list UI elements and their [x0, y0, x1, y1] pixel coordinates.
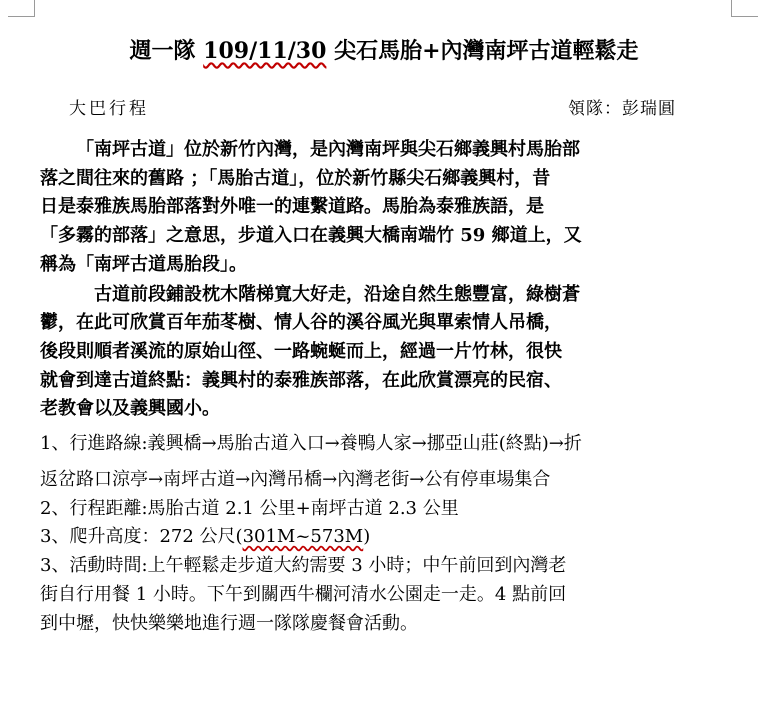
climb-item: [40, 523, 730, 552]
distance-item: 2、行程距離:馬胎古道 2.1 公里+南坪古道 2.3 公里: [40, 497, 459, 519]
climb-suffix: ): [363, 526, 371, 548]
time-item-continued: 到中壢，快快樂樂地進行週一隊隊慶餐會活動。: [40, 612, 418, 634]
climb-prefix: 3、爬升高度：272 公尺(: [40, 526, 243, 548]
title-prefix: 週一隊: [129, 38, 204, 64]
paragraph-line: 鬱，在此可欣賞百年茄苳樹、情人谷的溪谷風光與單索情人吊橋，: [40, 312, 562, 334]
paragraph-line: 落之間往來的舊路 ；「馬胎古道」，位於新竹縣尖石鄉義興村，昔: [40, 167, 551, 189]
paragraph-line: 稱為「南坪古道馬胎段」。: [40, 253, 247, 275]
trip-type: 大巴行程: [69, 99, 149, 119]
title-date: 109/11/30: [203, 38, 327, 64]
time-item: 3、活動時間:上午輕鬆走步道大約需要 3 小時；中午前回到內灣老: [40, 555, 567, 577]
paragraph-line: 日是泰雅族馬胎部落對外唯一的連繫道路。馬胎為泰雅族語，是: [40, 196, 544, 218]
title-suffix: 尖石馬胎+內灣南坪古道輕鬆走: [326, 38, 639, 64]
time-item-continued: 街自行用餐 1 小時。下午到關西牛欄河清水公園走一走。4 點前回: [40, 583, 567, 605]
route-item-continued: 返岔路口涼亭→南坪古道→內灣吊橋→內灣老街→公有停車場集合: [40, 469, 551, 491]
route-item: 1、行進路線:義興橋→馬胎古道入口→養鴨人家→挪亞山莊(終點)→折: [40, 433, 582, 455]
climb-range: 301M~573M: [242, 526, 364, 548]
description-paragraph: [40, 281, 730, 425]
paragraph-line: 「南坪古道」位於新竹內灣，是內灣南坪與尖石鄉義興村馬胎部: [76, 139, 580, 160]
crop-mark-right: [731, 0, 758, 17]
paragraph-line: 「多霧的部落」之意思，步道入口在義興大橋南端竹 59 鄉道上，又: [40, 225, 582, 247]
paragraph-line: 後段則順者溪流的原始山徑、一路蜿蜒而上，經過一片竹林，很快: [40, 340, 562, 362]
paragraph-line: 古道前段鋪設枕木階梯寬大好走，沿途自然生態豐富，綠樹蒼: [94, 283, 580, 305]
document-body: [40, 136, 730, 638]
trip-leader: 領隊：彭瑞圓: [568, 99, 676, 119]
crop-mark-left: [8, 0, 35, 17]
paragraph-line: 就會到達古道終點：義興村的泰雅族部落，在此欣賞漂亮的民宿、: [40, 369, 562, 391]
page-title: [0, 34, 768, 65]
itinerary-list: [40, 430, 730, 638]
intro-paragraph: [40, 136, 730, 280]
paragraph-line: 老教會以及義興國小。: [40, 398, 220, 420]
